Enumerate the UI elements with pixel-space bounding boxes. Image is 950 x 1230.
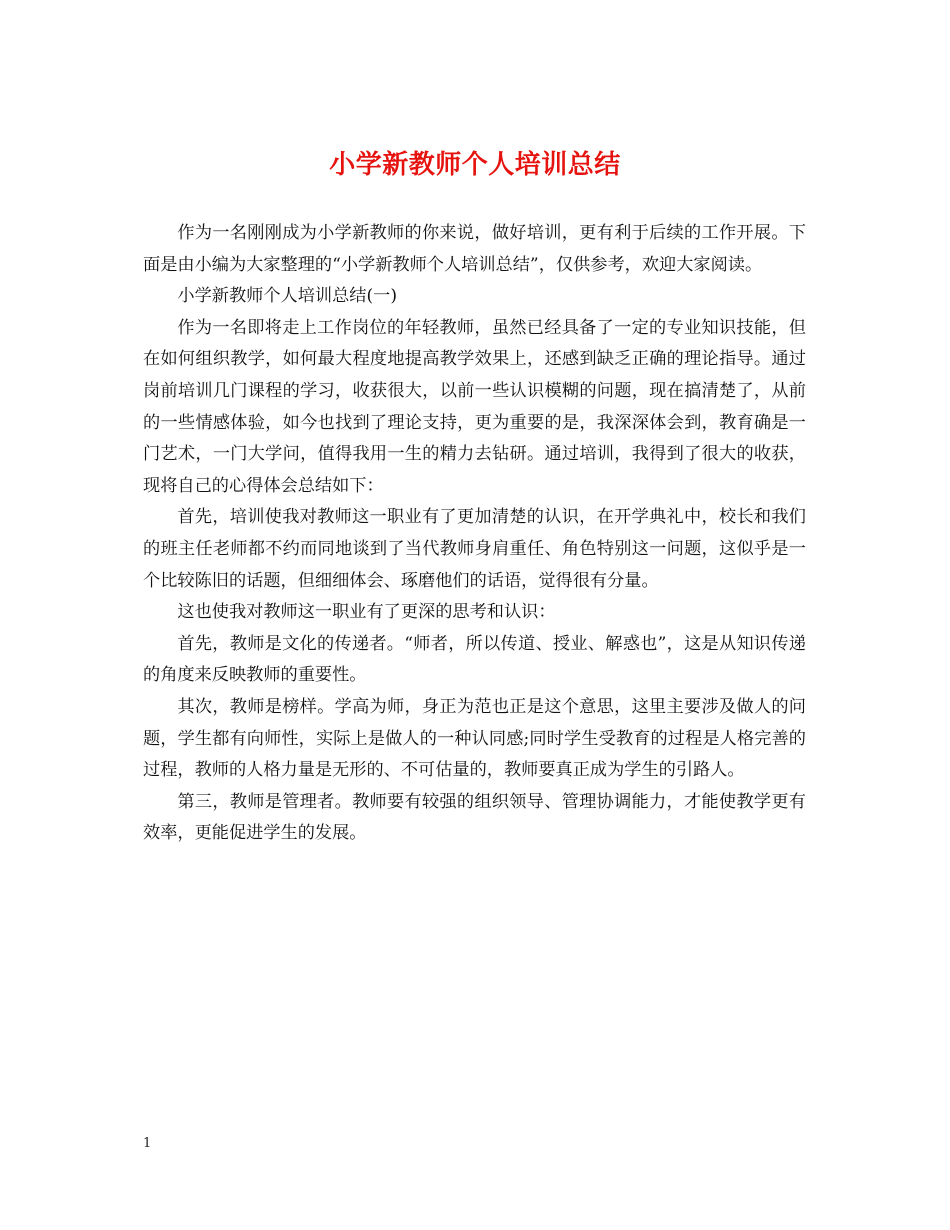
- paragraph: 这也使我对教师这一职业有了更深的思考和认识：: [177, 602, 556, 623]
- page-number: 1: [143, 1136, 152, 1151]
- document-title: 小学新教师个人培训总结: [329, 150, 621, 180]
- paragraph: 首先，培训使我对教师这一职业有了更加清楚的认识，在开学典礼中，校长和我们的班主任老师都不约而同地谈到了当代教师身肩重任、角色特别这一问题，这似乎是一个比较陈旧的话题，但细细体会、琢磨他们的话语，觉得很有分量。: [143, 507, 806, 591]
- document-body: [143, 218, 806, 850]
- paragraph: 作为一名即将走上工作岗位的年轻教师，虽然已经具备了一定的专业知识技能，但在如何组织教学，如何最大程度地提高教学效果上，还感到缺乏正确的理论指导。通过岗前培训几门课程的学习，收获很大，以前一些认识模糊的问题，现在搞清楚了，从前的一些情感体验，如今也找到了理论支持，更为重要的是，我深深体会到，教育确是一门艺术，一门大学问，值得我用一生的精力去钻研。通过培训，我得到了很大的收获，现将自己的心得体会总结如下：: [143, 317, 806, 496]
- paragraph: 首先，教师是文化的传递者。“师者，所以传道、授业、解惑也”，这是从知识传递的角度来反映教师的重要性。: [143, 633, 806, 686]
- paragraph: 其次，教师是榜样。学高为师，身正为范也正是这个意思，这里主要涉及做人的问题，学生都有向师性，实际上是做人的一种认同感;同时学生受教育的过程是人格完善的过程，教师的人格力量是无形的、不可估量的，教师要真正成为学生的引路人。: [143, 696, 806, 781]
- section-heading: 小学新教师个人培训总结(一): [177, 286, 398, 307]
- paragraph: 第三，教师是管理者。教师要有较强的组织领导、管理协调能力，才能使教学更有效率，更能促进学生的发展。: [143, 791, 806, 844]
- paragraph-intro: 作为一名刚刚成为小学新教师的你来说，做好培训，更有利于后续的工作开展。下面是由小编为大家整理的“小学新教师个人培训总结”，仅供参考，欢迎大家阅读。: [143, 223, 806, 275]
